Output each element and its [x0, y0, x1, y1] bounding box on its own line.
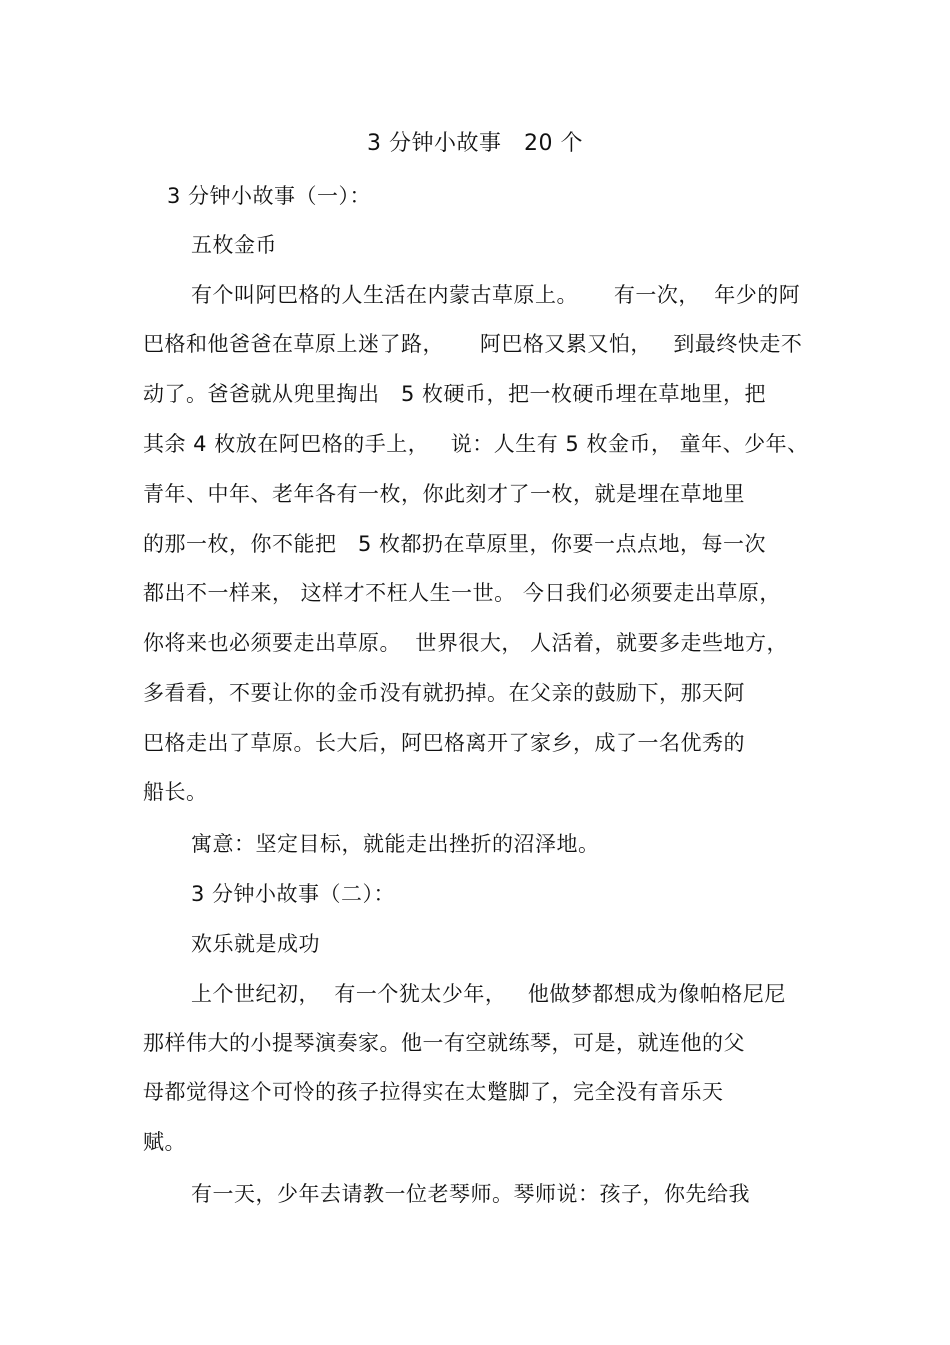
story-1-paragraph-line: 青年、中年、老年各有一枚，你此刻才了一枚，就是埋在草地里 — [143, 482, 745, 506]
story-2-paragraph-line: 上个世纪初， 有一个犹太少年， 他做梦都想成为像帕格尼尼 — [191, 982, 786, 1006]
story-1-heading: 3 分钟小故事（一）： — [167, 184, 372, 208]
story-2-paragraph-line: 那样伟大的小提琴演奏家。他一有空就练琴，可是，就连他的父 — [143, 1031, 745, 1055]
story-1-moral: 寓意：坚定目标，就能走出挫折的沼泽地。 — [191, 832, 600, 856]
story-1-paragraph-line: 有个叫阿巴格的人生活在内蒙古草原上。 有一次， 年少的阿 — [191, 283, 801, 307]
story-1-paragraph-line: 的那一枚，你不能把 5 枚都扔在草原里，你要一点点地，每一次 — [143, 532, 767, 556]
story-1-paragraph-line: 巴格和他爸爸在草原上迷了路， 阿巴格又累又怕， 到最终快走不 — [143, 332, 803, 356]
story-1-paragraph-line: 多看看，不要让你的金币没有就扔掉。在父亲的鼓励下，那天阿 — [143, 681, 745, 705]
story-2-paragraph-line: 母都觉得这个可怜的孩子拉得实在太蹩脚了，完全没有音乐天 — [143, 1080, 724, 1104]
story-1-title: 五枚金币 — [191, 233, 277, 257]
story-2-title: 欢乐就是成功 — [191, 932, 320, 956]
story-2-heading: 3 分钟小故事（二）： — [191, 882, 396, 906]
story-1-paragraph-line: 巴格走出了草原。长大后，阿巴格离开了家乡，成了一名优秀的 — [143, 731, 745, 755]
story-1-paragraph-line: 船长。 — [143, 780, 208, 804]
story-1-paragraph-line: 都出不一样来， 这样才不枉人生一世。 今日我们必须要走出草原， — [143, 581, 781, 605]
story-2-paragraph-line: 有一天，少年去请教一位老琴师。琴师说：孩子，你先给我 — [191, 1182, 750, 1206]
story-1-paragraph-line: 动了。爸爸就从兜里掏出 5 枚硬币，把一枚硬币埋在草地里，把 — [143, 382, 767, 406]
story-2-paragraph-line: 赋。 — [143, 1130, 186, 1154]
story-1-paragraph-line: 你将来也必须要走出草原。 世界很大， 人活着，就要多走些地方， — [143, 631, 789, 655]
story-1-paragraph-line: 其余 4 枚放在阿巴格的手上， 说：人生有 5 枚金币， 童年、少年、 — [143, 432, 809, 456]
document-title: 3 分钟小故事 20 个 — [367, 131, 583, 156]
